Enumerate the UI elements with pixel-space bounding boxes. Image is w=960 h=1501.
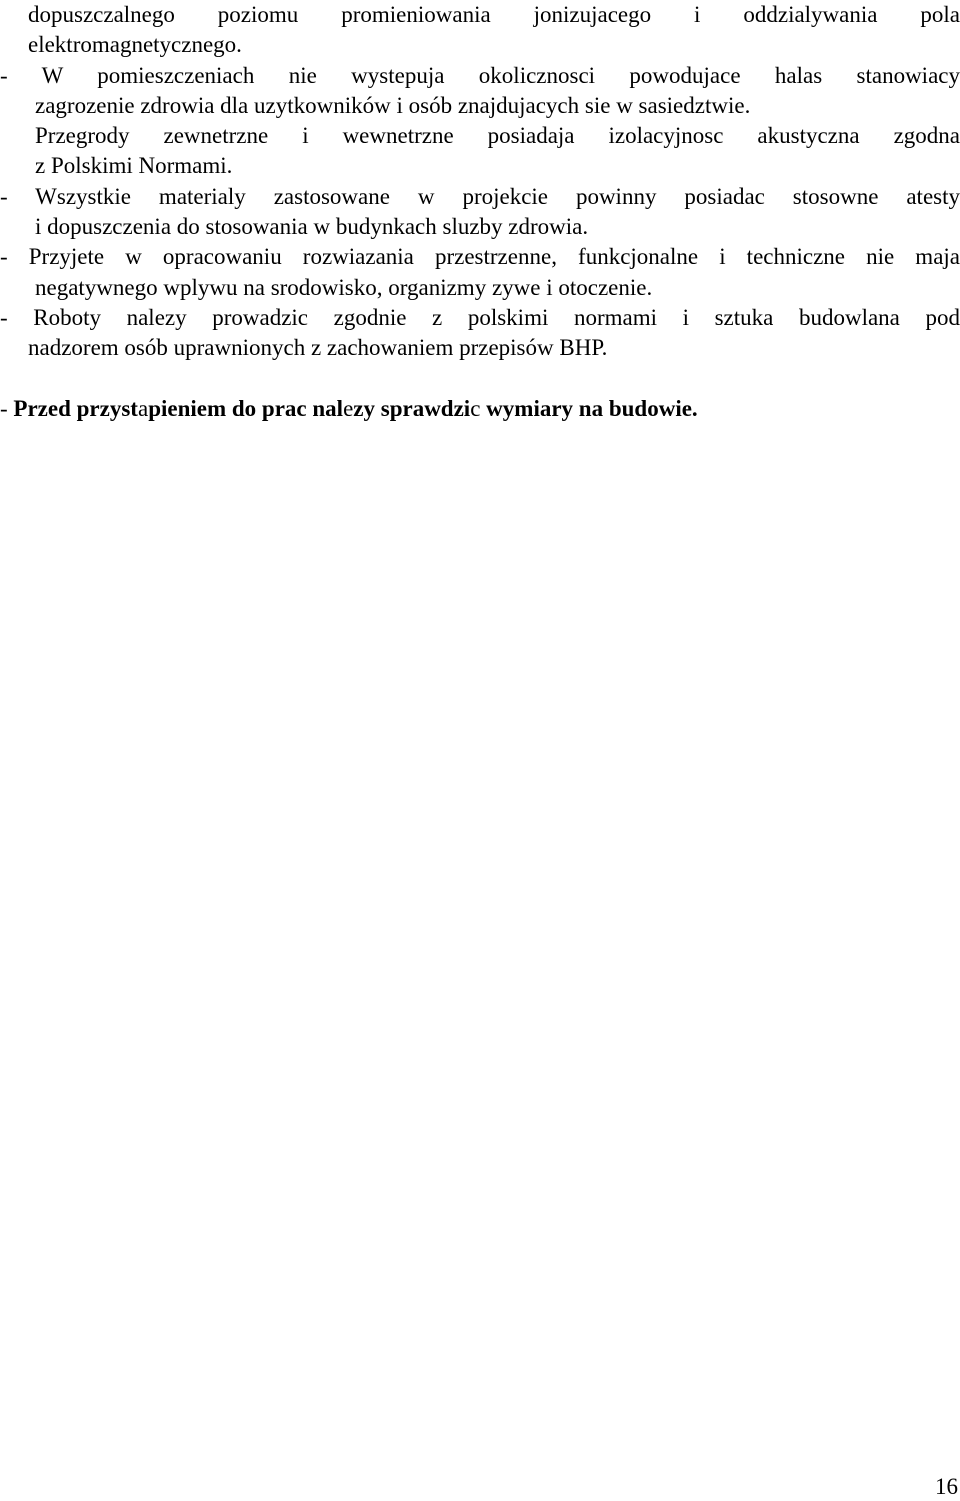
- list-item-line: i dopuszczenia do stosowania w budynkach sluzby zdrowia.: [35, 214, 589, 240]
- final-note-text-6: c: [470, 395, 481, 421]
- final-note: [0, 394, 960, 424]
- final-note-text-3: pieniem do prac nal: [148, 395, 344, 421]
- final-note-dash: -: [0, 395, 14, 421]
- blank-line: [0, 364, 960, 394]
- list-item-line: Przegrody zewnetrzne i wewnetrzne posiadaja izolacyjnosc akustyczna zgodna: [35, 123, 960, 149]
- paragraph-line: dopuszczalnego poziomu promieniowania jonizujacego i oddzialywania pola: [28, 2, 960, 27]
- final-note-text-1: Przed przyst: [13, 395, 138, 421]
- list-item-line: - W pomieszczeniach nie wystepuja okolicznosci powodujace halas stanowiacy: [0, 62, 960, 88]
- document-body: [0, 0, 960, 424]
- final-note-text-7: wymiary na budowie.: [480, 395, 698, 421]
- list-item-line: - Roboty nalezy prowadzic zgodnie z polskimi normami i sztuka budowlana pod: [0, 304, 960, 330]
- page-number: 16: [935, 1474, 958, 1499]
- list-item-line: - Przyjete w opracowaniu rozwiazania przestrzenne, funkcjonalne i techniczne nie maja: [0, 244, 960, 270]
- final-note-text-4: e: [343, 395, 354, 421]
- final-note-text-5: zy sprawdzi: [353, 395, 471, 421]
- list-item-line: zagrozenie zdrowia dla uzytkowników i osób znajdujacych sie w sasiedztwie.: [35, 92, 751, 118]
- list-item-line: nadzorem osób uprawnionych z zachowaniem przepisów BHP.: [28, 335, 608, 361]
- list-item-line: - Wszystkie materialy zastosowane w projekcie powinny posiadac stosowne atesty: [0, 183, 960, 209]
- paragraph-line: elektromagnetycznego.: [28, 32, 242, 58]
- list-item-line: negatywnego wplywu na srodowisko, organizmy zywe i otoczenie.: [35, 274, 653, 300]
- list-item-line: z Polskimi Normami.: [35, 153, 233, 179]
- final-note-text-2: a: [137, 395, 149, 421]
